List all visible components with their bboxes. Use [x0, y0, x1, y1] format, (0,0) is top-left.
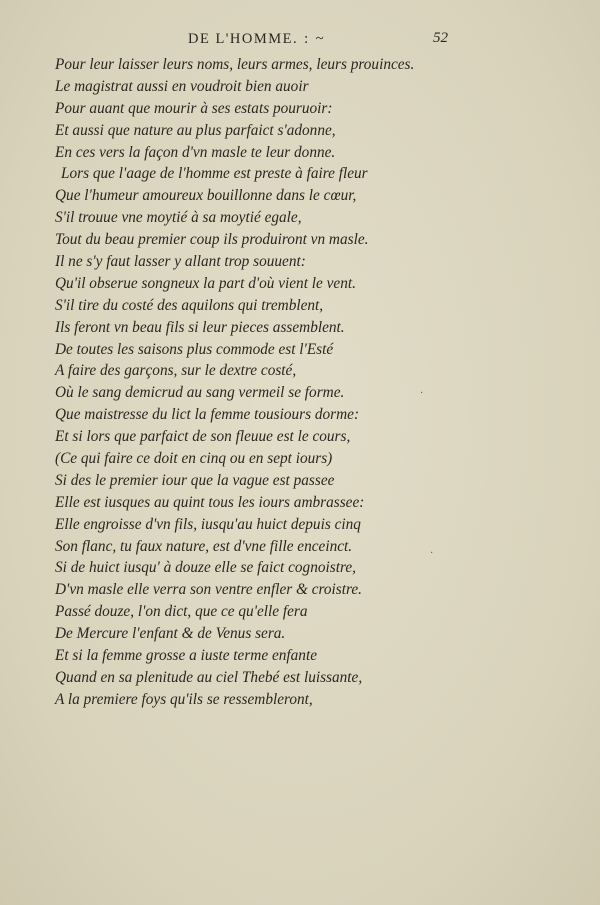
verse-line: Ils feront vn beau fils si leur pieces assemblent.: [55, 318, 345, 336]
verse-line: Le magistrat aussi en voudroit bien auoir: [55, 77, 309, 95]
verse-line: Il ne s'y faut lasser y allant trop souuent:: [55, 253, 306, 271]
verse-line: Elle est iusques au quint tous les iours ambrassee:: [55, 493, 365, 511]
running-header: [188, 31, 326, 48]
verse-line: Si de huict iusqu' à douze elle se faict cognoistre,: [55, 559, 356, 577]
page-number: 52: [433, 30, 448, 46]
verse-line: (Ce qui faire ce doit en cinq ou en sept iours): [55, 450, 333, 468]
verse-line: Pour auant que mourir à ses estats pouruoir:: [55, 99, 333, 117]
header-ornament: : ~: [304, 31, 326, 47]
verse-line: D'vn masle elle verra son ventre enfler & croistre.: [55, 581, 363, 599]
verse-line: Et si lors que parfaict de son fleuue est le cours,: [55, 428, 351, 446]
verse-line: Pour leur laisser leurs noms, leurs armes, leurs prouinces.: [55, 56, 415, 73]
verse-line: Quand en sa plenitude au ciel Thebé est luissante,: [55, 668, 363, 686]
verse-line: A la premiere foys qu'ils se ressembleront,: [55, 690, 313, 708]
header-title: DE L'HOMME.: [188, 31, 299, 47]
verse-line: Elle engroisse d'vn fils, iusqu'au huict depuis cinq: [55, 515, 361, 533]
verse-line: Si des le premier iour que la vague est passee: [55, 471, 335, 489]
verse-line: A faire des garçons, sur le dextre costé,: [55, 362, 297, 380]
verse-line: De Mercure l'enfant & de Venus sera.: [55, 625, 286, 643]
verse-line: De toutes les saisons plus commode est l'Esté: [55, 340, 334, 358]
verse-line: Où le sang demicrud au sang vermeil se forme.: [55, 384, 345, 402]
verse-line: Tout du beau premier coup ils produiront vn masle.: [55, 231, 369, 249]
paper-speck: ·: [430, 548, 434, 559]
verse-line: Passé douze, l'on dict, que ce qu'elle fera: [55, 603, 308, 621]
verse-line: Qu'il obserue songneux la part d'où vient le vent.: [55, 274, 356, 292]
verse-line: S'il trouue vne moytié à sa moytié egale,: [55, 209, 302, 227]
verse-block: [55, 54, 435, 711]
verse-line: Que maistresse du lict la femme tousiours dorme:: [55, 406, 360, 424]
verse-line: Lors que l'aage de l'homme est preste à faire fleur: [61, 165, 368, 183]
verse-line: Et aussi que nature au plus parfaict s'adonne,: [55, 121, 336, 139]
verse-line: En ces vers la façon d'vn masle te leur donne.: [55, 143, 336, 161]
verse-line: Et si la femme grosse a iuste terme enfante: [55, 647, 317, 665]
paper-speck: ·: [420, 388, 424, 399]
verse-line: S'il tire du costé des aquilons qui tremblent,: [55, 296, 324, 314]
verse-line: Son flanc, tu faux nature, est d'vne fille enceinct.: [55, 537, 353, 555]
verse-line: Que l'humeur amoureux bouillonne dans le cœur,: [55, 187, 357, 205]
